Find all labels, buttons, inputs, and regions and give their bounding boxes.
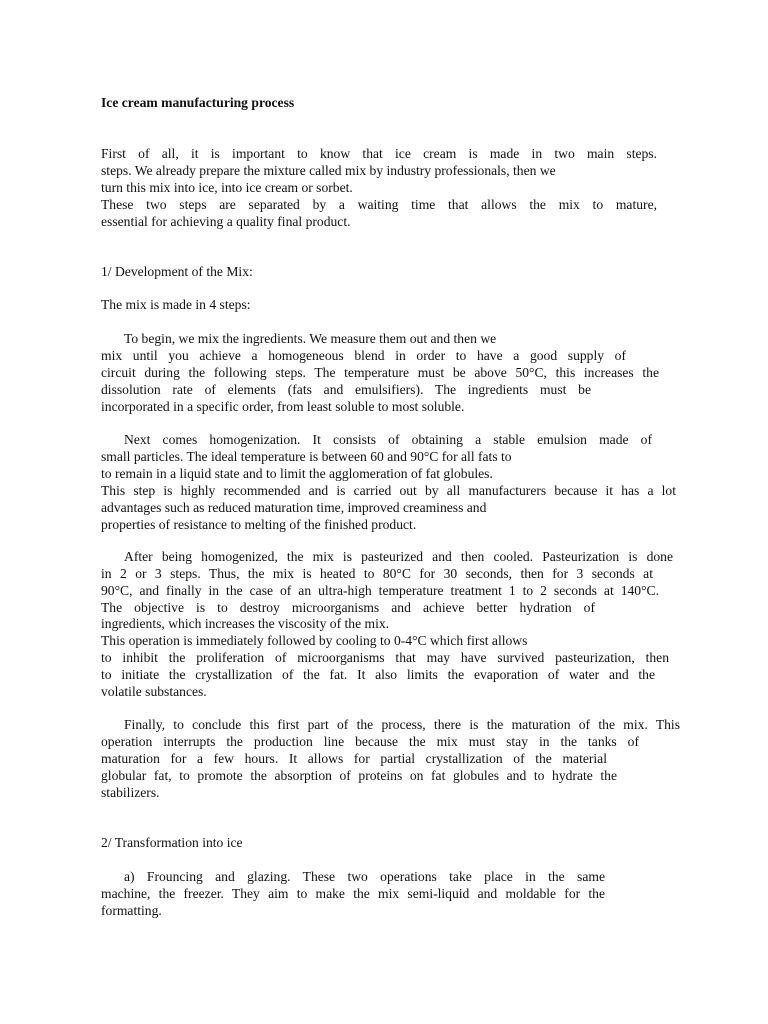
intro-line: essential for achieving a quality final product. [101, 214, 351, 229]
paragraph-line: to initiate the crystallization of the fat. It also limits the evaporation of water and the [101, 667, 655, 682]
paragraph-line: incorporated in a specific order, from least soluble to most soluble. [101, 399, 465, 414]
paragraph-line: a) Frouncing and glazing. These two operations take place in the same [124, 869, 605, 884]
paragraph-line: in 2 or 3 steps. Thus, the mix is heated to 80°C for 30 seconds, then for 3 seconds at [101, 566, 653, 581]
paragraph-line: After being homogenized, the mix is pasteurized and then cooled. Pasteurization is done [124, 549, 673, 564]
intro-line: turn this mix into ice, into ice cream or sorbet. [101, 180, 353, 195]
paragraph-line: dissolution rate of elements (fats and emulsifiers). The ingredients must be [101, 382, 591, 397]
paragraph-line: 90°C, and finally in the case of an ultra-high temperature treatment 1 to 2 seconds at 140°C. [101, 583, 659, 598]
paragraph-line: volatile substances. [101, 684, 207, 699]
paragraph-line: circuit during the following steps. The temperature must be above 50°C, this increases the [101, 365, 659, 380]
paragraph-line: maturation for a few hours. It allows for partial crystallization of the material [101, 751, 607, 766]
paragraph-line: formatting. [101, 903, 162, 918]
section-heading-transformation: 2/ Transformation into ice [101, 835, 243, 850]
paragraph-line: stabilizers. [101, 785, 160, 800]
paragraph-line: mix until you achieve a homogeneous blend in order to have a good supply of [101, 348, 626, 363]
paragraph-line: ingredients, which increases the viscosity of the mix. [101, 616, 390, 631]
paragraph-line: Next comes homogenization. It consists of obtaining a stable emulsion made of [124, 432, 652, 447]
paragraph-line: The objective is to destroy microorganisms and achieve better hydration of [101, 600, 595, 615]
paragraph-line: to remain in a liquid state and to limit the agglomeration of fat globules. [101, 466, 493, 481]
section-lead: The mix is made in 4 steps: [101, 297, 251, 312]
paragraph-line: small particles. The ideal temperature is between 60 and 90°C for all fats to [101, 449, 512, 464]
paragraph-line: Finally, to conclude this first part of the process, there is the maturation of the mix. This [124, 717, 680, 732]
paragraph-line: to inhibit the proliferation of microorganisms that may have survived pasteurization, then [101, 650, 669, 665]
paragraph-line: To begin, we mix the ingredients. We measure them out and then we [124, 331, 497, 346]
intro-line: First of all, it is important to know that ice cream is made in two main steps. [101, 146, 657, 161]
paragraph-line: This operation is immediately followed by cooling to 0-4°C which first allows [101, 633, 528, 648]
intro-line: steps. We already prepare the mixture called mix by industry professionals, then we [101, 163, 556, 178]
paragraph-line: operation interrupts the production line because the mix must stay in the tanks of [101, 734, 639, 749]
paragraph-line: properties of resistance to melting of the finished product. [101, 517, 417, 532]
paragraph-line: globular fat, to promote the absorption of proteins on fat globules and to hydrate the [101, 768, 617, 783]
document-title: Ice cream manufacturing process [101, 95, 295, 110]
paragraph-line: advantages such as reduced maturation time, improved creaminess and [101, 500, 487, 515]
intro-line: These two steps are separated by a waiting time that allows the mix to mature, [101, 197, 657, 212]
paragraph-line: This step is highly recommended and is carried out by all manufacturers because it has a lot [101, 483, 676, 498]
section-heading-mix: 1/ Development of the Mix: [101, 264, 253, 279]
paragraph-line: machine, the freezer. They aim to make the mix semi-liquid and moldable for the [101, 886, 605, 901]
